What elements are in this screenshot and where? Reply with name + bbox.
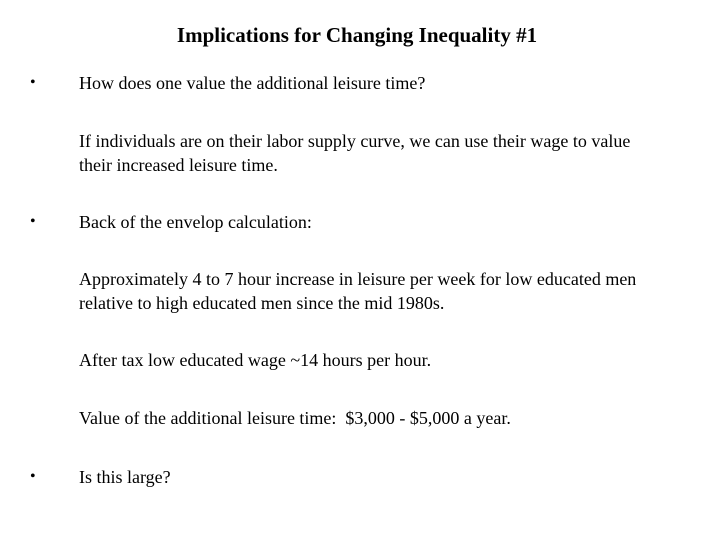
bullet-text-envelope-calc: Back of the envelop calculation: [79, 212, 312, 232]
slide-title: Implications for Changing Inequality #1 [176, 23, 538, 47]
paragraph-leisure-value: Value of the additional leisure time: $3,000 - $5,000 a year. [79, 408, 511, 428]
paragraph-labor-supply: If individuals are on their labor supply curve, we can use their wage to value their increased leisure time. [79, 131, 631, 175]
bullet-text-is-large: Is this large? [79, 467, 171, 487]
paragraph-after-tax-wage: After tax low educated wage ~14 hours per hour. [79, 350, 432, 370]
bullet-marker: • [30, 468, 36, 485]
paragraph-leisure-increase: Approximately 4 to 7 hour increase in leisure per week for low educated men relative to high educated men since the mid 1980s. [79, 269, 637, 313]
bullet-text-leisure-question: How does one value the additional leisure time? [79, 73, 426, 93]
bullet-marker: • [30, 213, 36, 230]
bullet-marker: • [30, 74, 36, 91]
